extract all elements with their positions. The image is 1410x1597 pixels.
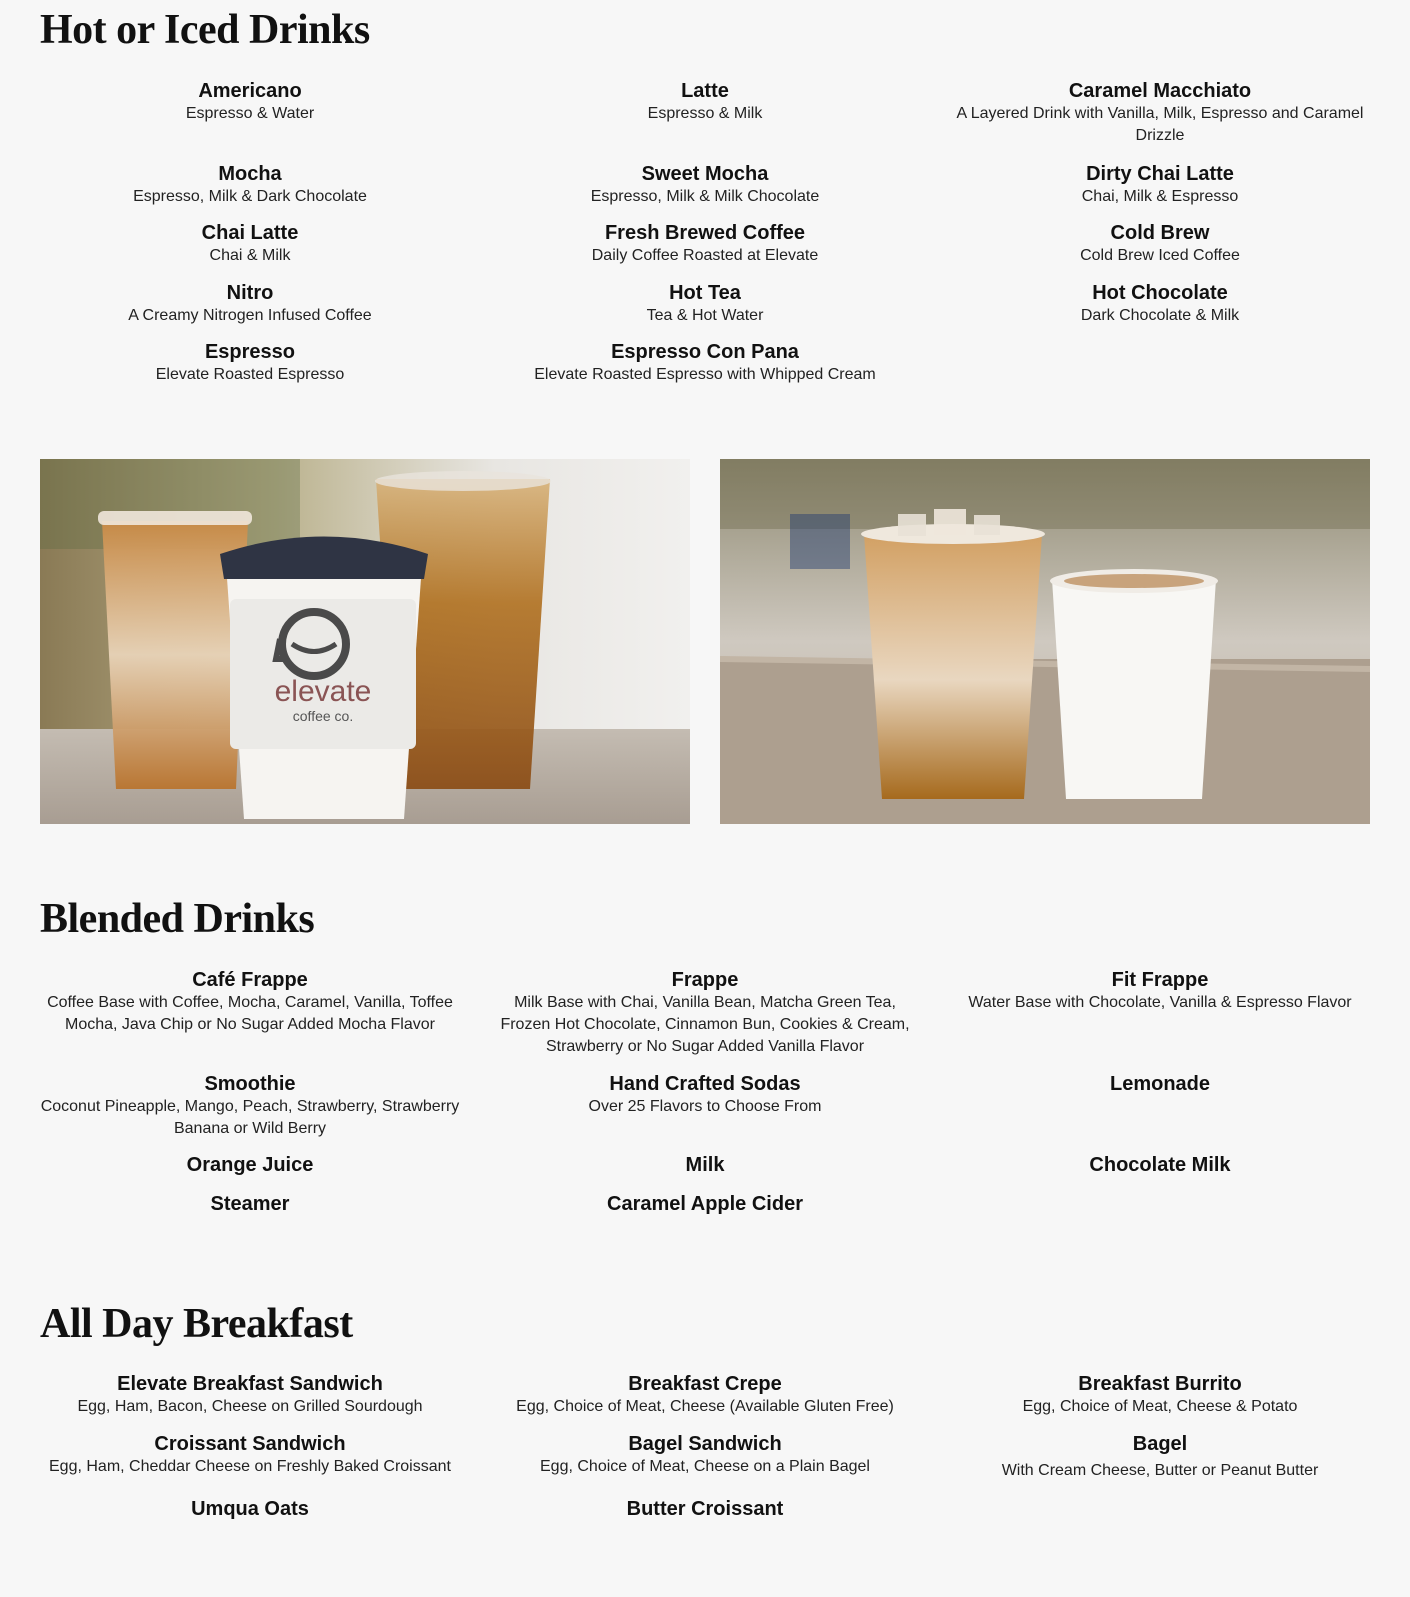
menu-item-desc: Daily Coffee Roasted at Elevate (591, 247, 819, 264)
menu-item-desc: A Layered Drink with Vanilla, Milk, Espresso and Caramel Drizzle (956, 105, 1364, 144)
menu-item-desc: Dark Chocolate & Milk (1080, 307, 1240, 324)
menu-item (40, 162, 460, 208)
menu-item-name: Bagel (1132, 1433, 1188, 1455)
menu-item-desc: Egg, Ham, Bacon, Cheese on Grilled Sourdough (77, 1398, 423, 1415)
menu-item-desc: With Cream Cheese, Butter or Peanut Butter (1001, 1462, 1319, 1479)
menu-item (495, 1192, 915, 1216)
menu-item-desc: Over 25 Flavors to Choose From (588, 1098, 822, 1115)
menu-item (495, 281, 915, 327)
menu-item (495, 1072, 915, 1118)
section-title-blended: Blended Drinks (40, 896, 315, 942)
menu-item (40, 1153, 460, 1177)
menu-item (950, 162, 1370, 208)
menu-item (495, 1372, 915, 1418)
menu-item-name: Steamer (210, 1193, 290, 1215)
menu-item (40, 1432, 460, 1478)
menu-item (950, 1153, 1370, 1177)
menu-item-name: Fresh Brewed Coffee (604, 222, 806, 244)
menu-item-name: Lemonade (1109, 1073, 1211, 1095)
menu-item-desc: Chai, Milk & Espresso (1081, 188, 1239, 205)
menu-item-desc: Espresso, Milk & Milk Chocolate (590, 188, 820, 205)
menu-item-name: Espresso Con Pana (611, 341, 799, 363)
menu-item-name: Dirty Chai Latte (1086, 163, 1234, 185)
menu-item-name: Chai Latte (201, 222, 299, 244)
menu-item-name: Chocolate Milk (1089, 1154, 1231, 1176)
menu-item-desc: Espresso, Milk & Dark Chocolate (133, 188, 367, 205)
menu-item-name: Caramel Macchiato (1068, 80, 1252, 102)
menu-item-desc: Egg, Choice of Meat, Cheese (Available Gluten Free) (516, 1398, 894, 1415)
menu-item-name: Caramel Apple Cider (607, 1193, 803, 1215)
menu-item (495, 1497, 915, 1521)
menu-item-desc: Cold Brew Iced Coffee (1080, 247, 1240, 264)
menu-item (40, 79, 460, 125)
menu-item-desc: Milk Base with Chai, Vanilla Bean, Matcha Green Tea, Frozen Hot Chocolate, Cinnamon Bun, Cookies & Cream, Strawberry or No Sugar Added Vanilla Flavor (500, 994, 910, 1055)
menu-item-name: Breakfast Burrito (1078, 1373, 1242, 1395)
menu-item-name: Nitro (226, 282, 274, 304)
menu-item-desc: Water Base with Chocolate, Vanilla & Espresso Flavor (968, 994, 1352, 1011)
menu-item-name: Hand Crafted Sodas (609, 1073, 801, 1095)
menu-item (950, 968, 1370, 1014)
menu-item (40, 968, 460, 1036)
menu-item (950, 1432, 1370, 1482)
menu-item-name: Latte (681, 80, 729, 102)
menu-item-name: Café Frappe (192, 969, 308, 991)
menu-item-desc: Coconut Pineapple, Mango, Peach, Strawberry, Strawberry Banana or Wild Berry (40, 1098, 460, 1137)
menu-item-desc: A Creamy Nitrogen Infused Coffee (128, 307, 372, 324)
menu-item (950, 281, 1370, 327)
menu-item-desc: Espresso & Water (185, 105, 315, 122)
menu-item (950, 79, 1370, 147)
menu-item (950, 221, 1370, 267)
menu-item-name: Butter Croissant (626, 1498, 784, 1520)
menu-item-name: Croissant Sandwich (154, 1433, 346, 1455)
menu-item-name: Mocha (218, 163, 282, 185)
menu-item (495, 162, 915, 208)
menu-item-desc: Chai & Milk (209, 247, 291, 264)
menu-item-name: Americano (198, 80, 302, 102)
menu-item-desc: Elevate Roasted Espresso (155, 366, 345, 383)
menu-item-name: Breakfast Crepe (628, 1373, 782, 1395)
cup-sleeve-subtitle: coffee co. (292, 708, 354, 724)
cup-sleeve-brand: elevate (274, 675, 372, 708)
menu-item-desc: Coffee Base with Coffee, Mocha, Caramel, Vanilla, Toffee Mocha, Java Chip or No Sugar Added Mocha Flavor (47, 994, 453, 1033)
menu-item-name: Sweet Mocha (641, 163, 769, 185)
menu-item (40, 1192, 460, 1216)
menu-item-name: Cold Brew (1110, 222, 1210, 244)
menu-item-name: Espresso (204, 341, 296, 363)
menu-item-name: Smoothie (204, 1073, 296, 1095)
menu-item (40, 1072, 460, 1140)
menu-item (950, 1072, 1370, 1096)
menu-item (950, 1372, 1370, 1418)
menu-item-name: Hot Tea (669, 282, 741, 304)
menu-item (495, 221, 915, 267)
menu-item-name: Frappe (671, 969, 739, 991)
menu-item (495, 1432, 915, 1478)
menu-item-desc: Elevate Roasted Espresso with Whipped Cream (534, 366, 876, 383)
menu-item (40, 281, 460, 327)
section-title-hot-iced: Hot or Iced Drinks (40, 7, 370, 53)
menu-item (495, 340, 915, 386)
menu-item (40, 1497, 460, 1521)
menu-item-name: Milk (685, 1154, 725, 1176)
menu-item-name: Orange Juice (186, 1154, 314, 1176)
menu-item-desc: Egg, Ham, Cheddar Cheese on Freshly Baked Croissant (49, 1458, 451, 1475)
menu-item (40, 340, 460, 386)
section-title-breakfast: All Day Breakfast (40, 1301, 353, 1347)
menu-item-name: Umqua Oats (191, 1498, 309, 1520)
menu-item-desc: Espresso & Milk (647, 105, 763, 122)
menu-item-name: Elevate Breakfast Sandwich (117, 1373, 383, 1395)
menu-item (495, 968, 915, 1058)
menu-item (40, 1372, 460, 1418)
menu-item-name: Hot Chocolate (1092, 282, 1228, 304)
menu-item (495, 1153, 915, 1177)
menu-item-desc: Egg, Choice of Meat, Cheese & Potato (1022, 1398, 1298, 1415)
menu-item-desc: Tea & Hot Water (646, 307, 764, 324)
menu-item-name: Fit Frappe (1111, 969, 1209, 991)
menu-item-desc: Egg, Choice of Meat, Cheese on a Plain Bagel (540, 1458, 870, 1475)
menu-item-name: Bagel Sandwich (628, 1433, 782, 1455)
menu-item (40, 221, 460, 267)
photo-iced-and-hot-coffee (720, 459, 1370, 824)
photo-drinks-with-cup (40, 459, 690, 824)
menu-item (495, 79, 915, 125)
